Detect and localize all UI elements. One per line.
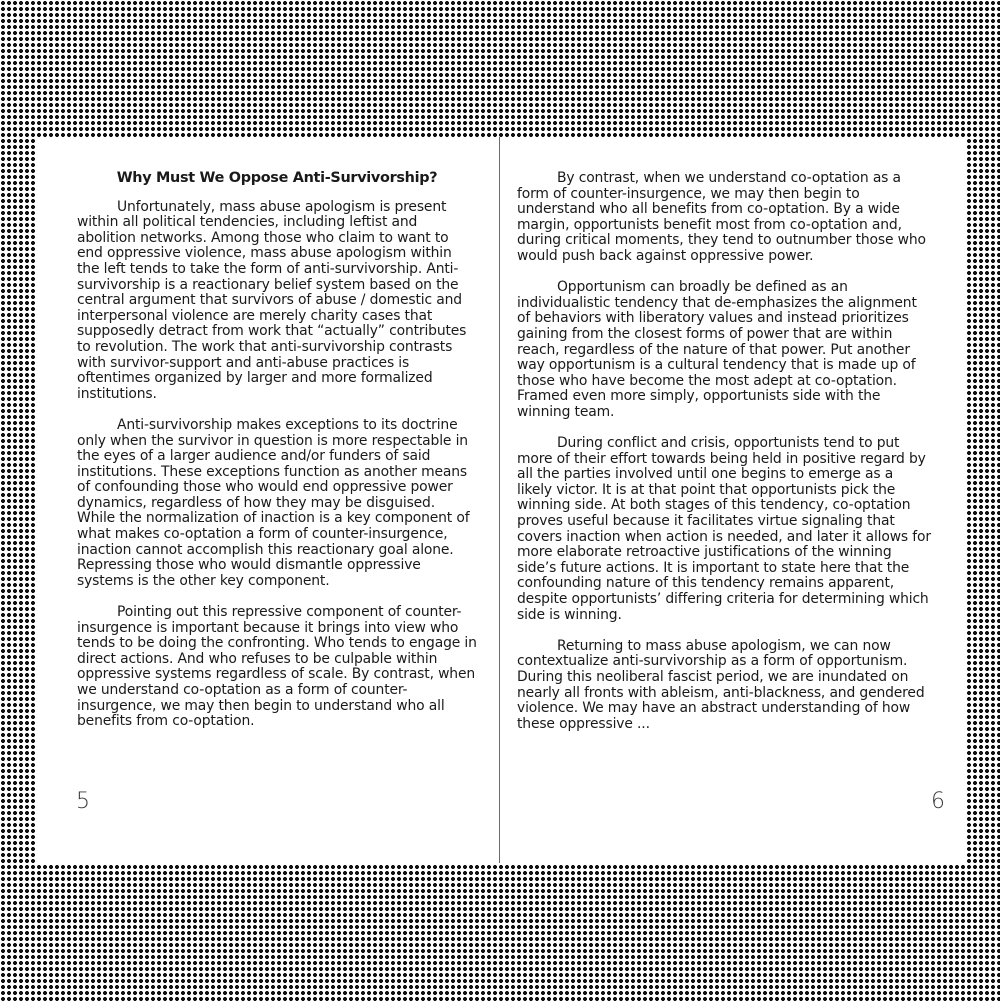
paragraph: By contrast, when we understand co-optation as a form of counter-insurgence, we may then begin to understand who all benefits from co-optation. By a wide margin, opportunists benefit most from co-optation and, during critical moments, they tend to outnumber those who would push back against oppressive power.	[517, 170, 926, 264]
paragraph: Pointing out this repressive component of counter-insurgence is important because it brings into view who tends to be doing the confronting. Who tends to engage in direct actions. And who refuses to be culpable within oppressive systems regardless of scale. By contrast, when we understand co-optation as a form of counter-insurgence, we may then begin to understand who all benefits from co-optation.	[77, 604, 477, 730]
left-page-text	[77, 171, 477, 730]
right-page	[500, 137, 966, 863]
page-number: 6	[931, 789, 945, 814]
paragraph: Returning to mass abuse apologism, we can now contextualize anti-survivorship as a form of opportunism. During this neoliberal fascist period, we are inundated on nearly all fronts with ableism, anti-blackness, and gendered violence. We may have an abstract understanding of how these oppressive ...	[517, 637, 925, 732]
page-number: 5	[76, 789, 90, 814]
left-page	[35, 137, 499, 863]
right-page-text	[517, 171, 931, 732]
paragraph: During conflict and crisis, opportunists tend to put more of their effort towards being held in positive regard by all the parties involved until one begins to emerge as a likely victor. It is at that point that opportunists pick the winning side. At both stages of this tendency, co-optation proves useful because it facilitates virtue signaling that covers inaction when action is needed, and later it allows for more elaborate retroactive justifications of the winning side’s future actions. It is important to state here that the confounding nature of this tendency remains apparent, despite opportunists’ differing criteria for determining which side is winning.	[517, 435, 931, 623]
section-heading: Why Must We Oppose Anti-Survivorship?	[116, 170, 438, 186]
paragraph: Unfortunately, mass abuse apologism is present within all political tendencies, including leftist and abolition networks. Among those who claim to want to end oppressive violence, mass abuse apologism within the left tends to take the form of anti-survivorship. Anti-survivorship is a reactionary belief system based on the central argument that survivors of abuse / domestic and interpersonal violence are merely charity cases that supposedly detract from work that “actually” contributes to revolution. The work that anti-survivorship contrasts with survivor-support and anti-abuse practices is oftentimes organized by larger and more formalized institutions.	[77, 198, 467, 402]
paragraph: Opportunism can broadly be defined as an individualistic tendency that de-emphasizes the alignment of behaviors with liberatory values and instead prioritizes gaining from the closest forms of power that are within reach, regardless of the nature of that power. Put another way opportunism is a cultural tendency that is made up of those who have become the most adept at co-optation. Framed even more simply, opportunists side with the winning team.	[517, 279, 917, 420]
paragraph: Anti-survivorship makes exceptions to its doctrine only when the survivor in question is more respectable in the eyes of a larger audience and/or funders of said institutions. These exceptions function as another means of confounding those who would end oppressive power dynamics, regardless of how they may be disguised. While the normalization of inaction is a key component of what makes co-optation a form of counter-insurgence, inaction cannot accomplish this reactionary goal alone. Repressing those who would dismantle oppressive systems is the other key component.	[77, 416, 470, 589]
booklet-spread	[35, 137, 966, 863]
